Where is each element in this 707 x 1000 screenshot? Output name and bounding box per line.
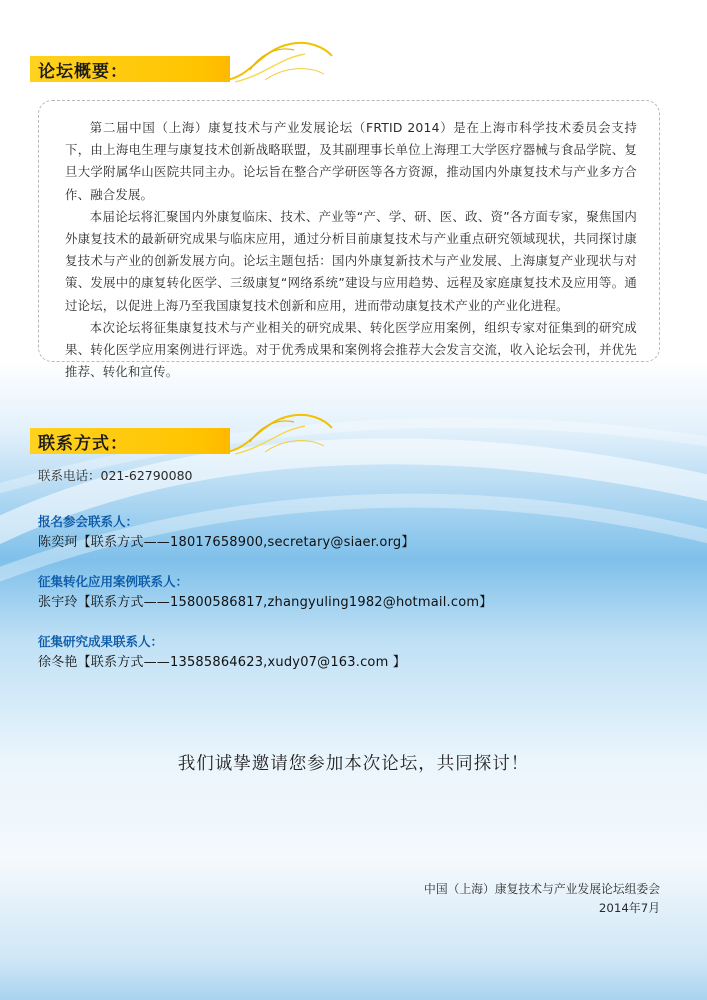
organizer-name: 中国（上海）康复技术与产业发展论坛组委会 bbox=[424, 882, 660, 896]
section-title-overview: 论坛概要： bbox=[38, 62, 128, 82]
registration-contact-title: 报名参会联系人： bbox=[38, 514, 139, 529]
overview-paragraph: 本届论坛将汇聚国内外康复临床、技术、产业等“产、学、研、医、政、资”各方面专家，聚焦国内外康复技术的最新研究成果与临床应用，通过分析目前康复技术与产业重点研究领域现状，共同探讨康复技术与产业的创新发展方向。论坛主题包括：国内外康复新技术与产业发展、上海康复产业现状与对策、发展中的康复转化医学、三级康复“网络系统”建设与应用趋势、远程及家庭康复技术及应用等。通过论坛，以促进上海乃至我国康复技术创新和应用，进而带动康复技术产业的产业化进程。 bbox=[65, 208, 637, 313]
case-contact-line: 张宇玲【联系方式——15800586817,zhangyuling1982@hotmail.com】 bbox=[38, 595, 493, 610]
research-contact-title: 征集研究成果联系人： bbox=[38, 634, 164, 649]
section-header-contact bbox=[30, 428, 230, 454]
section-title-contact: 联系方式： bbox=[38, 434, 128, 454]
overview-box bbox=[38, 100, 660, 380]
section-header-overview bbox=[30, 56, 230, 82]
invitation-text: 我们诚挚邀请您参加本次论坛，共同探讨！ bbox=[177, 754, 530, 774]
overview-paragraph: 本次论坛将征集康复技术与产业相关的研究成果、转化医学应用案例，组织专家对征集到的研究成果、转化医学应用案例进行评选。对于优秀成果和案例将会推荐大会发言交流，收入论坛会刊，并优先推荐、转化和宣传。 bbox=[65, 319, 637, 380]
case-contact-title: 征集转化应用案例联系人： bbox=[38, 574, 189, 589]
organizer-signature bbox=[424, 880, 660, 918]
registration-contact-line: 陈奕珂【联系方式——18017658900,secretary@siaer.org】 bbox=[38, 535, 415, 550]
decorative-flourish bbox=[220, 30, 340, 90]
organizer-date: 2014年7月 bbox=[598, 901, 660, 915]
decorative-flourish bbox=[220, 402, 340, 462]
research-contact-line: 徐冬艳【联系方式——13585864623,xudy07@163.com 】 bbox=[38, 655, 406, 670]
overview-paragraph: 第二届中国（上海）康复技术与产业发展论坛（FRTID 2014）是在上海市科学技术委员会支持下，由上海电生理与康复技术创新战略联盟，及其副理事长单位上海理工大学医疗器械与食品学院、复旦大学附属华山医院共同主办。论坛旨在整合产学研医等各方资源，推动国内外康复技术与产业多方合作、融合发展。 bbox=[65, 120, 637, 202]
contact-phone: 联系电话：021-62790080 bbox=[38, 468, 193, 483]
